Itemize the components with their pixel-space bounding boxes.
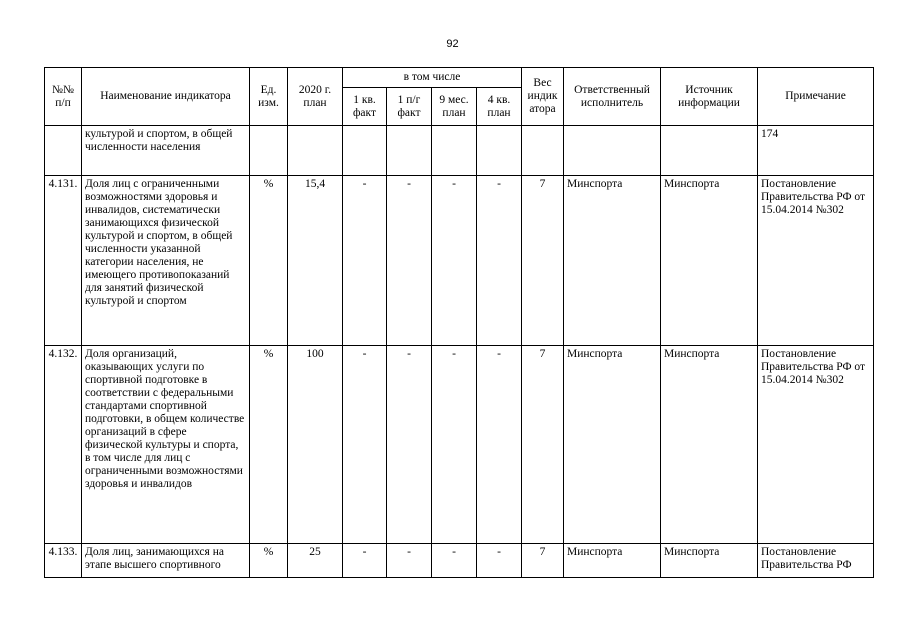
header-unit: Ед. изм. [250, 68, 288, 126]
table-row [45, 544, 874, 578]
row-source: Минспорта [661, 346, 758, 544]
row-unit: % [250, 346, 288, 544]
row-9m: - [432, 176, 477, 346]
row-num: 4.132. [45, 346, 82, 544]
row-source [661, 126, 758, 176]
header-source: Источник информации [661, 68, 758, 126]
row-q4: - [477, 544, 522, 578]
row-responsible: Минспорта [564, 544, 661, 578]
row-h1: - [387, 176, 432, 346]
row-plan: 15,4 [288, 176, 343, 346]
header-plan-2020: 2020 г. план [288, 68, 343, 126]
header-weight: Вес индик атора [522, 68, 564, 126]
table-row [45, 176, 874, 346]
header-q1: 1 кв. факт [343, 88, 387, 126]
row-q1: - [343, 544, 387, 578]
row-h1 [387, 126, 432, 176]
table-row [45, 126, 874, 176]
row-name: культурой и спортом, в общей численности населения [82, 126, 250, 176]
page-number: 92 [446, 38, 459, 50]
row-note: Постановление Правительства РФ [758, 544, 874, 578]
row-responsible: Минспорта [564, 346, 661, 544]
row-weight: 7 [522, 176, 564, 346]
header-responsible: Ответственный исполнитель [564, 68, 661, 126]
row-plan: 100 [288, 346, 343, 544]
row-source: Минспорта [661, 176, 758, 346]
row-h1: - [387, 346, 432, 544]
row-9m [432, 126, 477, 176]
row-note: Постановление Правительства РФ от 15.04.2014 №302 [758, 346, 874, 544]
row-q4: - [477, 176, 522, 346]
row-num: 4.133. [45, 544, 82, 578]
table-row [45, 346, 874, 544]
header-9m: 9 мес. план [432, 88, 477, 126]
row-unit [250, 126, 288, 176]
row-name: Доля лиц с ограниченными возможностями здоровья и инвалидов, систематически занимающихся физической культурой и спортом, в общей численности указанной категории населения, не имеющего противопоказаний для занятий физической культурой и спортом [82, 176, 250, 346]
header-note: Примечание [758, 68, 874, 126]
header-num: №№ п/п [45, 68, 82, 126]
row-unit: % [250, 544, 288, 578]
row-weight [522, 126, 564, 176]
row-source: Минспорта [661, 544, 758, 578]
row-num [45, 126, 82, 176]
row-note: Постановление Правительства РФ от 15.04.2014 №302 [758, 176, 874, 346]
row-h1: - [387, 544, 432, 578]
row-9m: - [432, 346, 477, 544]
row-weight: 7 [522, 346, 564, 544]
row-responsible [564, 126, 661, 176]
row-q1: - [343, 176, 387, 346]
row-plan [288, 126, 343, 176]
row-q4: - [477, 346, 522, 544]
row-q4 [477, 126, 522, 176]
row-weight: 7 [522, 544, 564, 578]
row-name: Доля лиц, занимающихся на этапе высшего спортивного [82, 544, 250, 578]
row-9m: - [432, 544, 477, 578]
header-q4: 4 кв. план [477, 88, 522, 126]
indicator-table [44, 67, 874, 578]
row-q1: - [343, 346, 387, 544]
row-name: Доля организаций, оказывающих услуги по спортивной подготовке в соответствии с федеральными стандартами спортивной подготовки, в общем количестве организаций в сфере физической культуры и спорта, в том числе для лиц с ограниченными возможностями здоровья и инвалидов [82, 346, 250, 544]
row-unit: % [250, 176, 288, 346]
row-plan: 25 [288, 544, 343, 578]
row-note: 174 [758, 126, 874, 176]
row-responsible: Минспорта [564, 176, 661, 346]
row-num: 4.131. [45, 176, 82, 346]
header-name: Наименование индикатора [82, 68, 250, 126]
header-h1: 1 п/г факт [387, 88, 432, 126]
row-q1 [343, 126, 387, 176]
header-including: в том числе [343, 68, 522, 88]
